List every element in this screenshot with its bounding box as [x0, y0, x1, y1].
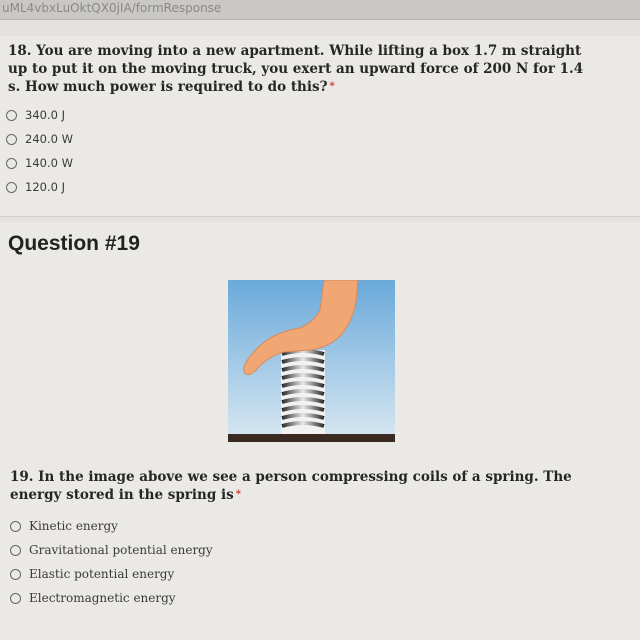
radio-button[interactable]: [6, 134, 17, 145]
q18-option-label: 140.0 W: [25, 156, 73, 170]
radio-button[interactable]: [10, 593, 21, 604]
question-18-line-3: [8, 78, 335, 96]
q18-option-label: 120.0 J: [25, 180, 65, 194]
radio-button[interactable]: [10, 521, 21, 532]
section-title: Question #19: [8, 232, 140, 255]
question-19-line-2-text: energy stored in the spring is: [10, 487, 234, 503]
q18-option-label: 340.0 J: [25, 108, 65, 122]
radio-button[interactable]: [10, 569, 21, 580]
question-18-line-1: 18. You are moving into a new apartment. While lifting a box 1.7 m straight: [8, 43, 582, 59]
radio-button[interactable]: [6, 110, 17, 121]
question-18-card: [0, 36, 640, 217]
radio-button[interactable]: [6, 182, 17, 193]
q18-option-140w[interactable]: [6, 154, 73, 172]
q18-option-label: 240.0 W: [25, 132, 73, 146]
q19-option-gravitational[interactable]: [10, 541, 213, 559]
spring-compression-image: [228, 280, 395, 442]
required-asterisk: *: [329, 81, 335, 92]
q18-option-340j[interactable]: [6, 106, 65, 124]
q19-option-label: Elastic potential energy: [29, 567, 175, 581]
question-19-line-1: 19. In the image above we see a person compressing coils of a spring. The: [10, 469, 572, 485]
q19-option-electromagnetic[interactable]: [10, 589, 176, 607]
question-18-line-3-text: s. How much power is required to do this?: [8, 79, 328, 95]
address-bar-url[interactable]: uML4vbxLuOktQX0jIA/formResponse: [0, 0, 640, 20]
question-19-line-2: [10, 486, 241, 504]
q19-option-elastic[interactable]: [10, 565, 174, 583]
radio-button[interactable]: [10, 545, 21, 556]
spring-coils: [281, 350, 325, 434]
q19-option-label: Kinetic energy: [29, 519, 118, 533]
q19-option-label: Gravitational potential energy: [29, 543, 213, 557]
floor: [228, 434, 395, 442]
q18-option-240w[interactable]: [6, 130, 73, 148]
q19-option-kinetic[interactable]: [10, 517, 118, 535]
radio-button[interactable]: [6, 158, 17, 169]
question-18-line-2: up to put it on the moving truck, you exert an upward force of 200 N for 1.4: [8, 61, 584, 77]
question-19-card: [0, 462, 640, 640]
q18-option-120j[interactable]: [6, 178, 65, 196]
required-asterisk: *: [235, 489, 241, 500]
q19-option-label: Electromagnetic energy: [29, 591, 176, 605]
